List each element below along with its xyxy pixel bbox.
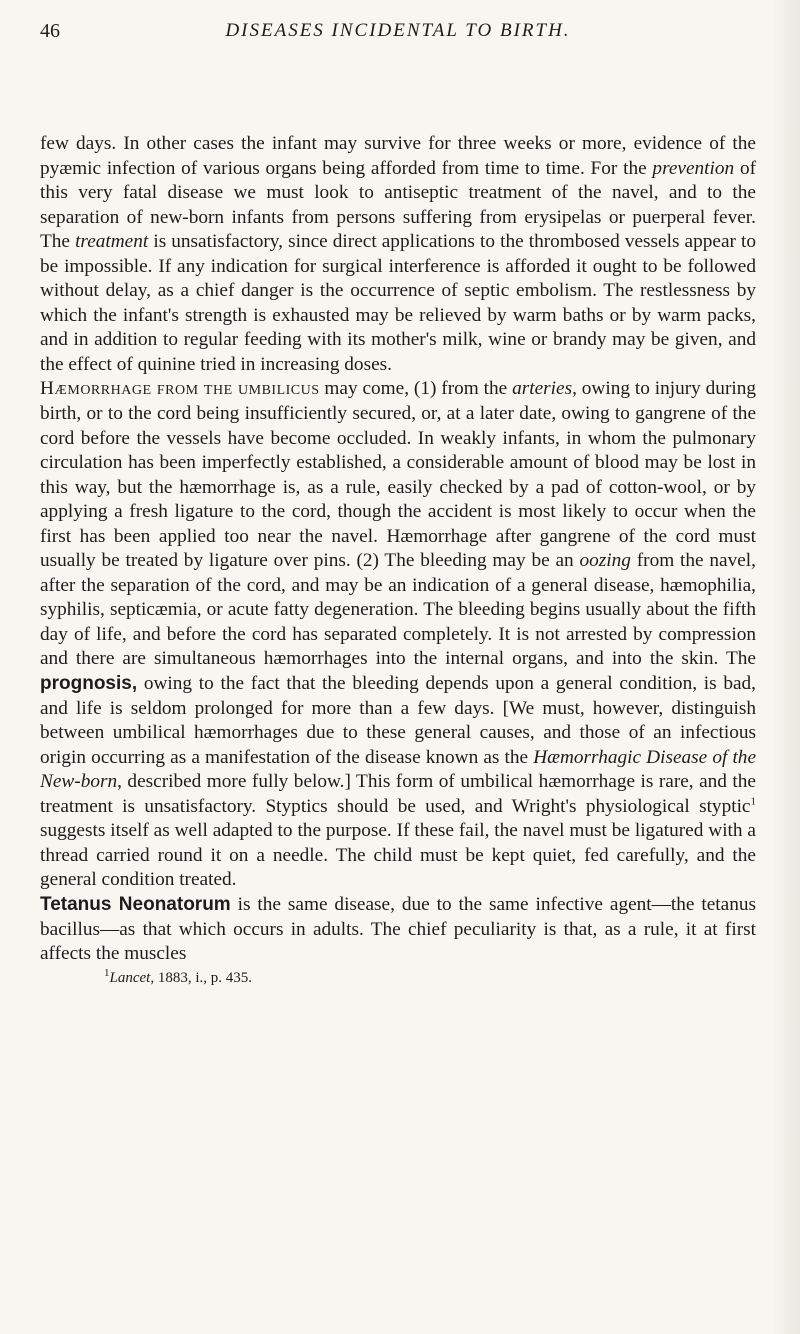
paragraph-pyaemia <box>40 132 756 377</box>
italic-term: oozing <box>579 550 631 572</box>
text-run: from the navel, after the separation of the cord, and may be an indication of a general disease, hæmophilia, syphilis, septicæmia, or acute fatty degeneration. The bleeding begins usually about the fifth day of life, and before the cord has separated completely. It is not arrested by compression and there are simultaneous hæmorrhages into the internal organs, and into the skin. The <box>40 550 756 670</box>
text-run: owing to the fact that the bleeding depends upon a general condition, is bad, and life is seldom prolonged for more than a few days. [We must, however, distinguish between umbilical hæmorrhages due to these general causes, and those of an infectious origin occurring as a manifestation of the disease known as the <box>40 673 756 768</box>
text-run: may come, (1) from the <box>319 378 513 400</box>
page-header <box>40 20 756 60</box>
page-edge-shadow <box>772 0 800 1334</box>
paragraph-haemorrhage <box>40 377 756 892</box>
text-run: is unsatisfactory, since direct applications to the thrombosed vessels appear to be impossible. If any indication for surgical interference is afforded it ought to be followed without delay, as a chief danger is the occurrence of septic embolism. The restlessness by which the infant's strength is exhausted may be relieved by warm baths or by warm packs, and in addition to regular feeding with its mother's milk, wine or brandy may be given, and the effect of quinine tried in increasing doses. <box>40 231 757 375</box>
footnote-text: , 1883, i., p. 435. <box>150 969 252 986</box>
section-heading: Tetanus Neonatorum <box>40 893 231 915</box>
italic-term: treatment <box>75 231 149 253</box>
footnote-number: 1 <box>104 966 110 979</box>
italic-term: arteries <box>512 378 573 400</box>
paragraph-tetanus <box>40 893 756 967</box>
section-heading: Hæmorrhage from the umbilicus <box>40 378 320 400</box>
text-run: of this very fatal disease we must look to antiseptic treatment of the navel, and to the separation of new-born infants from persons suffering from erysipelas or puerperal fever. The <box>40 157 757 253</box>
page-number: 46 <box>40 20 60 42</box>
footnote <box>40 966 756 987</box>
footnote-source: Lancet <box>109 969 151 986</box>
running-head: DISEASES INCIDENTAL TO BIRTH. <box>225 20 571 41</box>
footnote-marker[interactable]: 1 <box>750 795 756 808</box>
italic-term: prevention <box>652 157 735 179</box>
text-run: , owing to injury during birth, or to the cord being insufficiently secured, or, at a later date, owing to gangrene of the cord before the vessels have become occluded. In weakly infants, in whom the pulmonary circulation has been imperfectly established, a considerable amount of blood may be lost in this way, but the hæmorrhage is, as a rule, easily checked by a pad of cotton-wool, or by applying a fresh ligature to the cord, though the accident is most likely to occur when the first has been applied too near the navel. Hæmorrhage after gangrene of the cord must usually be treated by ligature over pins. (2) The bleeding may be an <box>40 378 757 572</box>
body-text <box>40 132 756 967</box>
text-run: few days. In other cases the infant may survive for three weeks or more, evidence of the pyæmic infection of various organs being afforded from time to time. For the <box>40 133 756 179</box>
italic-term: Hæmorrhagic Disease of the New-born <box>40 746 757 793</box>
text-run: suggests itself as well adapted to the purpose. If these fail, the navel must be ligatured with a thread carried round it on a needle. The child must be kept quiet, fed carefully, and the general condition treated. <box>40 820 756 891</box>
text-run: is the same disease, due to the same infective agent—the tetanus bacillus—as that which occurs in adults. The chief peculiarity is that, as a rule, it at first affects the muscles <box>40 893 757 965</box>
bold-term: prognosis, <box>40 673 138 695</box>
text-run: , described more fully below.] This form of umbilical hæmorrhage is rare, and the treatment is unsatisfactory. Styptics should be used, and Wright's physiological styptic <box>40 771 756 817</box>
page <box>40 20 756 987</box>
